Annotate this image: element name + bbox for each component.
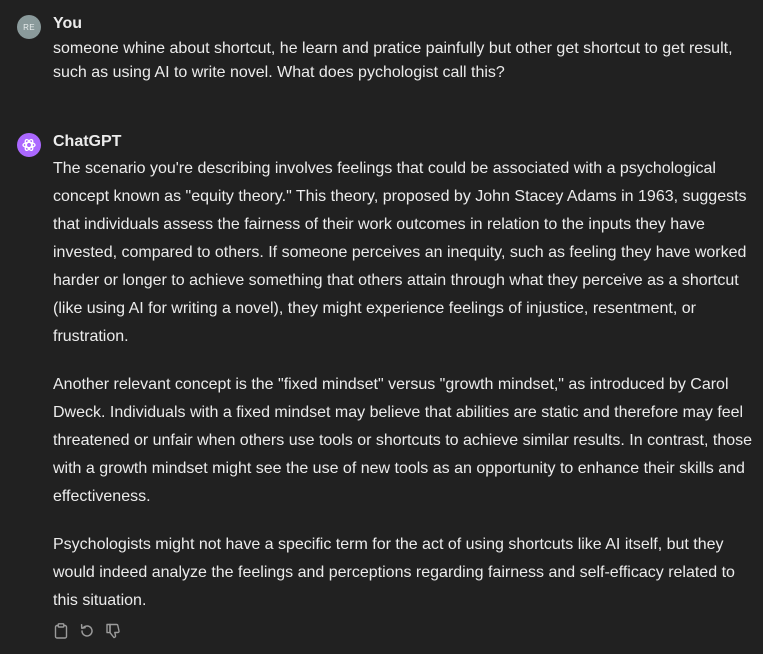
refresh-icon — [79, 623, 95, 639]
regenerate-button[interactable] — [79, 622, 95, 640]
dislike-button[interactable] — [105, 622, 121, 640]
clipboard-icon — [54, 623, 68, 639]
message-action-bar — [53, 622, 121, 640]
user-author-name: You — [53, 15, 83, 32]
openai-logo-icon — [21, 137, 37, 153]
assistant-paragraph: Psychologists might not have a specific term for the act of using shortcuts like AI itself, but they would indeed analyze the feelings and perceptions regarding fairness and self-efficacy related to this situation. — [53, 536, 735, 609]
copy-button[interactable] — [53, 622, 69, 640]
assistant-message-body — [53, 155, 753, 615]
user-message-text: someone whine about shortcut, he learn and pratice painfully but other get shortcut to get result, such as using AI to write novel. What does pychologist call this? — [53, 40, 733, 81]
user-avatar — [17, 15, 41, 39]
assistant-author-name: ChatGPT — [53, 133, 122, 150]
user-avatar-initials: RE — [23, 22, 35, 32]
assistant-paragraph: Another relevant concept is the "fixed mindset" versus "growth mindset," as introduced by Carol Dweck. Individuals with a fixed mindset may believe that abilities are static and therefore may feel threatened or unfair when others use tools or shortcuts to achieve similar results. In contrast, those with a growth mindset might see the use of new tools as an opportunity to enhance their skills and effectiveness. — [53, 376, 753, 505]
chatgpt-avatar — [17, 133, 41, 157]
assistant-paragraph: The scenario you're describing involves feelings that could be associated with a psychological concept known as "equity theory." This theory, proposed by John Stacey Adams in 1963, suggests that individuals assess the fairness of their work outcomes in relation to the inputs they have invested, compared to others. If someone perceives an inequity, such as feeling they have worked harder or longer to achieve something that others attain through what they perceive as a shortcut (like using AI for writing a novel), they might experience feelings of injustice, resentment, or frustration. — [53, 160, 747, 345]
thumbs-down-icon — [105, 623, 121, 639]
